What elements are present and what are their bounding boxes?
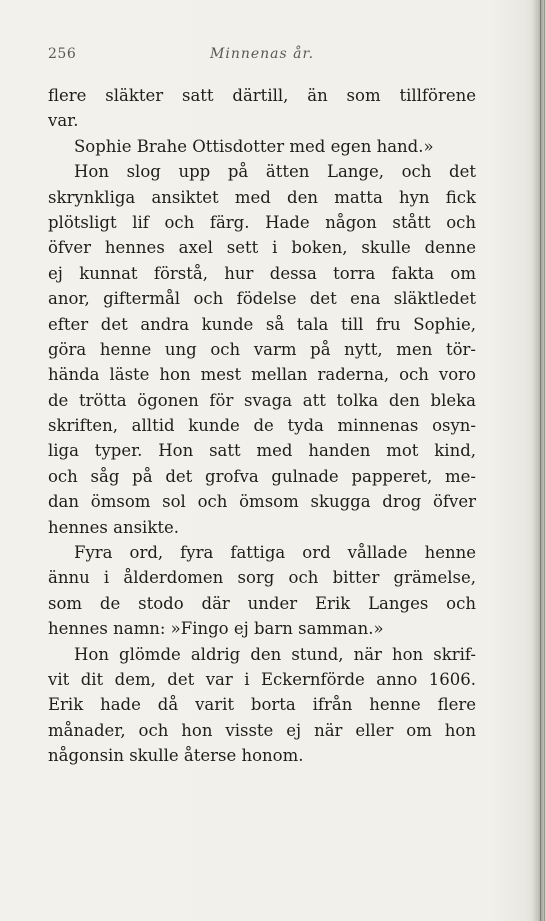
- page-edge-line: [544, 0, 545, 921]
- text-line: skrynkliga ansiktet med den matta hyn fick: [48, 187, 476, 207]
- text-line: hända läste hon mest mellan raderna, och voro: [48, 365, 476, 385]
- text-line: någonsin skulle återse honom.: [48, 746, 304, 766]
- text-line: skriften, alltid kunde de tyda minnenas osyn-: [48, 416, 476, 436]
- page-edge-line: [540, 0, 541, 921]
- text-line: de trötta ögonen för svaga att tolka den bleka: [48, 390, 476, 410]
- text-line: Hon slog upp på ätten Lange, och det: [74, 162, 476, 182]
- text-line: Hon glömde aldrig den stund, när hon skrif-: [74, 644, 476, 664]
- text-line: Fyra ord, fyra fattiga ord vållade henne: [74, 543, 476, 563]
- text-line: öfver hennes axel sett i boken, skulle denne: [48, 238, 476, 258]
- text-line: hennes ansikte.: [48, 517, 179, 537]
- page-number: 256: [48, 46, 77, 62]
- text-line: Erik hade då varit borta ifrån henne flere: [48, 695, 476, 715]
- text-line: månader, och hon visste ej när eller om hon: [48, 720, 476, 740]
- text-line: liga typer. Hon satt med handen mot kind,: [48, 441, 476, 461]
- text-line: var.: [48, 111, 79, 131]
- text-line: plötsligt lif och färg. Hade någon stått och: [48, 212, 476, 232]
- text-line: Sophie Brahe Ottisdotter med egen hand.»: [74, 136, 434, 156]
- text-line: efter det andra kunde så tala till fru Sophie,: [48, 314, 476, 334]
- text-line: som de stodo där under Erik Langes och: [48, 593, 476, 613]
- text-line: göra henne ung och varm på nytt, men tör-: [48, 339, 476, 359]
- text-line: ej kunnat förstå, hur dessa torra fakta om: [48, 263, 476, 283]
- body-text: [48, 83, 476, 769]
- running-title: Minnenas år.: [210, 46, 315, 62]
- page-header: [48, 46, 478, 70]
- text-line: ännu i ålderdomen sorg och bitter grämelse,: [48, 568, 476, 588]
- text-line: flere släkter satt därtill, än som tillförene: [48, 86, 476, 105]
- text-line: och såg på det grofva gulnade papperet, me-: [48, 466, 476, 486]
- text-line: hennes namn: »Fingo ej barn samman.»: [48, 619, 384, 639]
- text-line: dan ömsom sol och ömsom skugga drog öfver: [48, 492, 476, 512]
- text-line: anor, giftermål och födelse det ena släktledet: [48, 289, 476, 309]
- text-line: vit dit dem, det var i Eckernförde anno 1606.: [48, 669, 476, 689]
